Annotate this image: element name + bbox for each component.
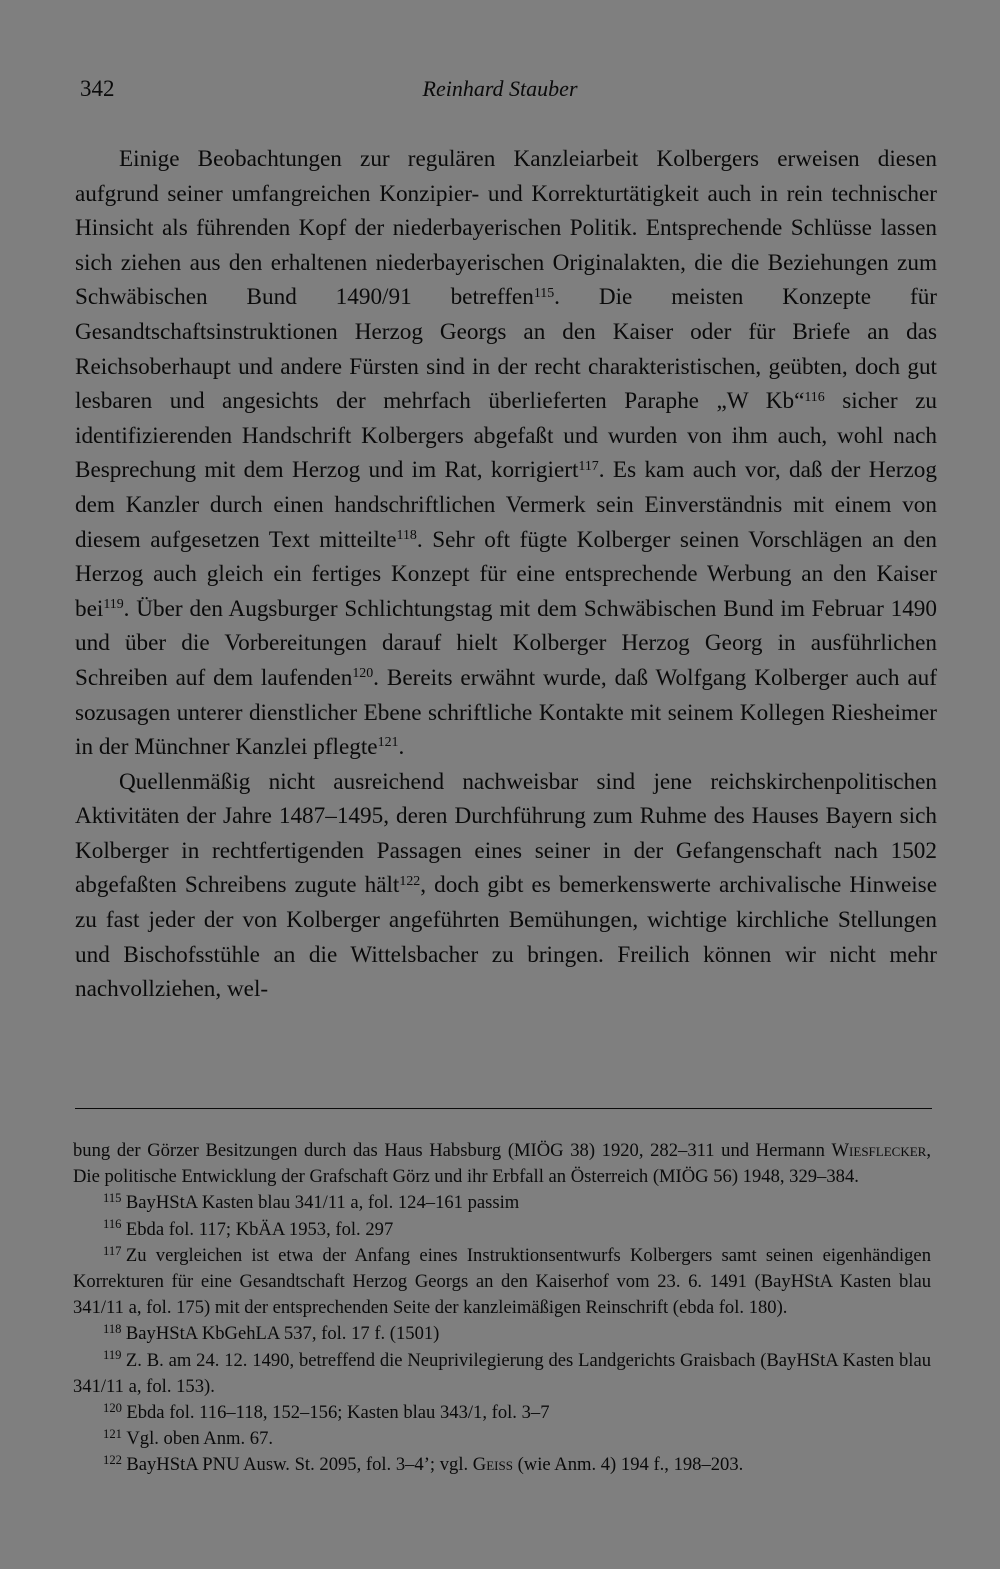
footnote-ref-118: 118 [396, 527, 417, 543]
footnote-ref-122: 122 [399, 873, 421, 889]
text-run: . Bereits erwähnt wurde, daß Wolfgang Kolberger auch auf sozusagen unterer dienstlicher Ebene schriftliche Kontakte mit seinem Kollegen Riesheimer in der Münchner Kanzlei pflegte [75, 664, 937, 761]
footnote-text: Ebda fol. 116–118, 152–156; Kasten blau 343/1, fol. 3–7 [126, 1402, 550, 1424]
text-run: . Über den Augsburger Schlichtungstag mit dem Schwäbischen Bund im Februar 1490 und über die Vorbereitungen darauf hielt Kolberger Herzog Georg in ausführlichen Schreiben auf dem laufenden [75, 595, 937, 691]
footnote-119 [73, 1348, 931, 1400]
text-run: , Die politische Entwicklung der Grafschaft Görz und ihr Erbfall an Österreich (MIÖG 56) 1948, 329–384. [73, 1140, 931, 1188]
paragraph-1 [75, 142, 937, 765]
author-name: Geiss [472, 1454, 513, 1476]
footnote-number: 117 [103, 1243, 122, 1258]
footnote-ref-120: 120 [352, 666, 374, 682]
footnote-number: 120 [103, 1400, 122, 1415]
footnote-number: 115 [103, 1191, 122, 1206]
footnote-122 [73, 1452, 931, 1478]
footnote-120 [73, 1400, 931, 1426]
text-run: sicher zu identifizierenden Handschrift Kolbergers abgefaßt und wurden von ihm auch, wohl nach Besprechung mit dem Herzog und im Rat, korrigiert [75, 388, 937, 484]
footnote-117 [73, 1243, 931, 1322]
footnote-ref-119: 119 [103, 597, 124, 613]
footnote-ref-117: 117 [578, 458, 599, 474]
text-run: bung der Görzer Besitzungen durch das Haus Habsburg (MIÖG 38) 1920, 282–311 und Hermann [73, 1140, 832, 1161]
text-run: . Sehr oft fügte Kolberger seinen Vorschlägen an den Herzog auch gleich ein fertiges Konzept für eine entsprechende Werbung an den Kaiser bei [75, 526, 937, 622]
text-run: . Die meisten Konzepte für Gesandtschaftsinstruktionen Herzog Georgs an den Kaiser oder für Briefe an das Reichsoberhaupt und andere Fürsten sind in der recht charakteristischen, geübten, doch gut lesbaren und angesichts der mehrfach überlieferten Paraphe „W Kb“ [75, 284, 938, 415]
author-name: Wiesflecker [831, 1140, 927, 1161]
page-header [80, 76, 920, 110]
footnote-text: BayHStA KbGehLA 537, fol. 17 f. (1501) [125, 1323, 440, 1345]
text-run: BayHStA PNU Ausw. St. 2095, fol. 3–4’; vgl. [126, 1454, 473, 1476]
footnote-number: 121 [103, 1426, 122, 1441]
text-run: Einige Beobachtungen zur regulären Kanzleiarbeit Kolbergers erweisen diesen aufgrund seiner umfangreichen Konzipier- und Korrekturtätigkeit auch in rein technischer Hinsicht als führenden Kopf der niederbayerischen Politik. Entsprechende Schlüsse lassen sich ziehen aus den erhaltenen niederbayerischen Originalakten, die die Beziehungen zum Schwäbischen Bund 1490/91 betreffen [75, 146, 937, 311]
footnotes [73, 1138, 931, 1479]
text-run: Quellenmäßig nicht ausreichend nachweisbar sind jene reichskirchenpolitischen Aktivitäten der Jahre 1487–1495, deren Durchführung zum Ruhme des Hauses Bayern sich Kolberger in rechtfertigenden Passagen eines seiner in der Gefangenschaft nach 1502 abgefaßten Schreibens zugute hält [75, 768, 937, 899]
footnote-text: BayHStA Kasten blau 341/11 a, fol. 124–161 passim [125, 1192, 520, 1214]
footnote-text: Zu vergleichen ist etwa der Anfang eines Instruktionsentwurfs Kolbergers samt seinen eigenhändigen Korrekturen für eine Gesandtschaft Herzog Georgs an den Kaiserhof vom 23. 6. 1491 (BayHStA Kasten blau 341/11 a, fol. 175) mit der entsprechenden Seite der kanzleimäßigen Reinschrift (ebda fol. 180). [73, 1244, 931, 1319]
footnote-116 [73, 1217, 931, 1243]
footnote-ref-121: 121 [377, 735, 399, 751]
footnote-121 [73, 1426, 931, 1452]
footnote-number: 119 [103, 1348, 122, 1363]
footnote-number: 122 [103, 1453, 122, 1468]
footnote-separator [75, 1108, 932, 1109]
footnote-115 [73, 1190, 931, 1216]
footnote-number: 118 [103, 1322, 122, 1337]
running-head: Reinhard Stauber [422, 76, 578, 101]
text-run: . Es kam auch vor, daß der Herzog dem Kanzler durch einen handschriftlichen Vermerk sein Einverständnis mit einem von diesem aufgesetzen Text mitteilte [75, 457, 937, 553]
text-run: . [398, 734, 405, 761]
footnote-text: Vgl. oben Anm. 67. [126, 1428, 274, 1450]
paragraph-2 [75, 765, 937, 1007]
footnote-text: Ebda fol. 117; KbÄA 1953, fol. 297 [125, 1218, 394, 1240]
footnote-continued [73, 1138, 931, 1190]
footnote-ref-115: 115 [533, 285, 555, 301]
footnote-number: 116 [103, 1217, 122, 1232]
footnote-text: Z. B. am 24. 12. 1490, betreffend die Neuprivilegierung des Landgerichts Graisbach (BayHStA Kasten blau 341/11 a, fol. 153). [73, 1349, 931, 1397]
text-run: , doch gibt es bemerkenswerte archivalische Hinweise zu fast jeder der von Kolberger angeführten Bemühungen, wichtige kirchliche Stellungen und Bischofsstühle an die Wittelsbacher zu bringen. Freilich können wir nicht mehr nachvollziehen, wel- [75, 872, 937, 1003]
body-text [75, 142, 937, 1007]
page-number: 342 [80, 76, 115, 101]
text-run: (wie Anm. 4) 194 f., 198–203. [512, 1454, 744, 1476]
footnote-ref-116: 116 [804, 389, 825, 405]
footnote-118 [73, 1321, 931, 1347]
